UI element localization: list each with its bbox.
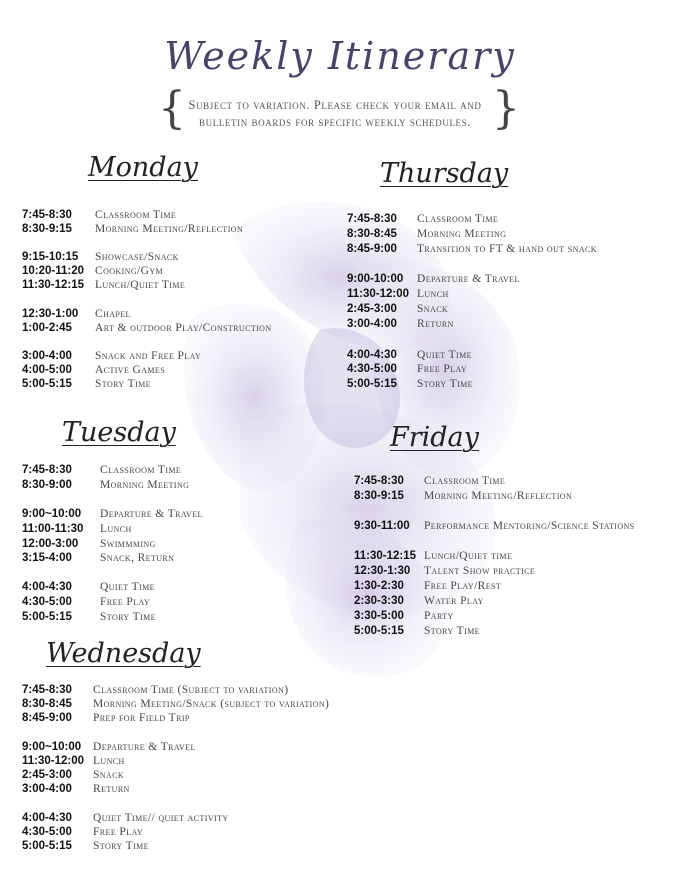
- activity: Snack: [417, 303, 449, 315]
- activity: Swimmming: [100, 538, 156, 550]
- activity: Classroom Time: [417, 213, 499, 225]
- page-title: Weekly Itinerary: [164, 34, 516, 78]
- activity: Free Play: [93, 826, 144, 838]
- time: 5:00-5:15: [347, 378, 397, 390]
- time: 7:45-8:30: [22, 209, 72, 221]
- time: 4:00-4:30: [22, 581, 72, 593]
- activity: Morning Meeting/Snack (subject to variation): [93, 698, 330, 710]
- time: 3:30-5:00: [354, 610, 404, 622]
- time: 7:45-8:30: [22, 684, 72, 696]
- activity: Classroom Time: [95, 209, 177, 221]
- activity: Transition to FT & hand out snack: [417, 243, 597, 255]
- time: 2:45-3:00: [347, 303, 397, 315]
- activity: Party: [424, 610, 454, 622]
- time: 8:30-9:15: [354, 490, 404, 502]
- left-brace: {: [158, 83, 186, 134]
- activity: Showcase/Snack: [95, 251, 179, 263]
- time: 4:00-4:30: [22, 812, 72, 824]
- time: 8:45-9:00: [22, 712, 72, 724]
- activity: Free Play: [100, 596, 151, 608]
- time: 8:30-9:00: [22, 479, 72, 491]
- activity: Free Play: [417, 363, 468, 375]
- time: 4:30-5:00: [22, 826, 72, 838]
- time: 4:30-5:00: [347, 363, 397, 375]
- activity: Prep for Field Trip: [93, 712, 190, 724]
- activity: Snack, Return: [100, 552, 175, 564]
- time: 2:45-3:00: [22, 769, 72, 781]
- time: 12:00-3:00: [22, 538, 79, 550]
- time: 8:30-9:15: [22, 223, 72, 235]
- activity: Classroom Time: [424, 475, 506, 487]
- day-heading-thursday: Thursday: [380, 158, 509, 189]
- activity: Art & outdoor Play/Construction: [95, 322, 272, 334]
- time: 5:00-5:15: [22, 611, 72, 623]
- activity: Free Play/Rest: [424, 580, 502, 592]
- time: 11:30-12:00: [347, 288, 410, 300]
- subtitle-line-2: bulletin boards for specific weekly schedules.: [199, 115, 471, 129]
- activity: Morning Meeting/Reflection: [95, 223, 244, 235]
- activity: Morning Meeting/Reflection: [424, 490, 573, 502]
- time: 5:00-5:15: [22, 840, 72, 852]
- activity: Departure & Travel: [100, 508, 203, 520]
- activity: Lunch: [93, 755, 125, 767]
- time: 3:15-4:00: [22, 552, 72, 564]
- activity: Story Time: [100, 611, 156, 623]
- activity: Quiet Time// quiet activity: [93, 812, 229, 824]
- activity: Performance Mentoring/Science Stations: [424, 520, 635, 532]
- activity: Snack: [93, 769, 125, 781]
- time: 7:45-8:30: [354, 475, 404, 487]
- activity: Lunch: [100, 523, 132, 535]
- activity: Lunch: [417, 288, 449, 300]
- activity: Lunch/Quiet time: [424, 550, 513, 562]
- activity: Story Time: [93, 840, 149, 852]
- activity: Morning Meeting: [100, 479, 190, 491]
- time: 8:30-8:45: [22, 698, 72, 710]
- time: 9:00-10:00: [347, 273, 404, 285]
- activity: Story Time: [417, 378, 473, 390]
- time: 12:30-1:30: [354, 565, 411, 577]
- day-heading-wednesday: Wednesday: [46, 638, 201, 669]
- time: 8:30-8:45: [347, 228, 397, 240]
- activity: Snack and Free Play: [95, 350, 202, 362]
- activity: Morning Meeting: [417, 228, 507, 240]
- activity: Return: [417, 318, 454, 330]
- time: 12:30-1:00: [22, 308, 79, 320]
- activity: Classroom Time (Subject to variation): [93, 684, 289, 696]
- time: 11:30-12:15: [354, 550, 417, 562]
- activity: Active Games: [95, 364, 166, 376]
- activity: Return: [93, 783, 130, 795]
- activity: Quiet Time: [417, 349, 472, 361]
- activity: Departure & Travel: [93, 741, 196, 753]
- time: 3:00-4:00: [22, 350, 72, 362]
- time: 9:00~10:00: [22, 741, 82, 753]
- activity: Water Play: [424, 595, 484, 607]
- subtitle-line-1: Subject to variation. Please check your email and: [188, 98, 482, 112]
- time: 7:45-8:30: [22, 464, 72, 476]
- time: 1:30-2:30: [354, 580, 404, 592]
- activity: Classroom Time: [100, 464, 182, 476]
- activity: Lunch/Quiet Time: [95, 279, 186, 291]
- time: 11:30-12:15: [22, 279, 85, 291]
- time: 10:20-11:20: [22, 265, 85, 277]
- activity: Chapel: [95, 308, 131, 320]
- time: 8:45-9:00: [347, 243, 397, 255]
- activity: Quiet Time: [100, 581, 155, 593]
- subtitle: [165, 97, 505, 131]
- day-heading-tuesday: Tuesday: [62, 417, 176, 448]
- time: 9:00~10:00: [22, 508, 82, 520]
- time: 9:15-10:15: [22, 251, 79, 263]
- day-heading-friday: Friday: [390, 422, 479, 453]
- time: 11:30-12:00: [22, 755, 85, 767]
- right-brace: }: [492, 83, 520, 134]
- activity: Story Time: [424, 625, 480, 637]
- time: 1:00-2:45: [22, 322, 72, 334]
- day-heading-monday: Monday: [88, 152, 198, 183]
- activity: Cooking/Gym: [95, 265, 164, 277]
- time: 7:45-8:30: [347, 213, 397, 225]
- activity: Departure & Travel: [417, 273, 520, 285]
- time: 4:30-5:00: [22, 596, 72, 608]
- activity: Talent Show practice: [424, 565, 536, 577]
- time: 4:00-5:00: [22, 364, 72, 376]
- time: 3:00-4:00: [22, 783, 72, 795]
- time: 3:00-4:00: [347, 318, 397, 330]
- time: 9:30-11:00: [354, 520, 410, 532]
- time: 5:00-5:15: [354, 625, 404, 637]
- time: 5:00-5:15: [22, 378, 72, 390]
- time: 11:00-11:30: [22, 523, 84, 535]
- activity: Story Time: [95, 378, 151, 390]
- time: 2:30-3:30: [354, 595, 404, 607]
- time: 4:00-4:30: [347, 349, 397, 361]
